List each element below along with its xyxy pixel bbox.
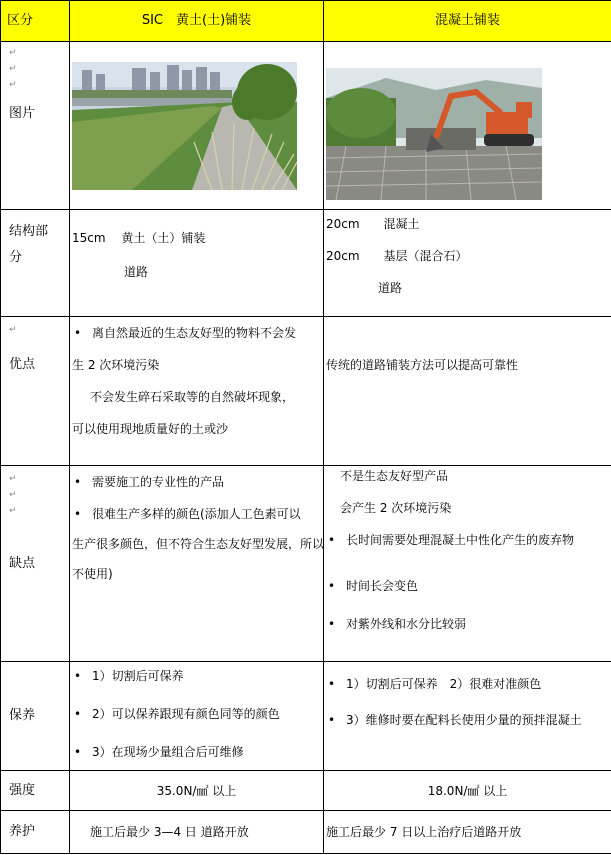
row-label-cons: ↵ ↵ ↵ 缺点 <box>1 466 70 662</box>
concrete-pros-cell: 传统的道路铺装方法可以提高可靠性 <box>324 317 611 466</box>
concrete-strength-value: 18.0N/㎟ 以上 <box>324 771 611 811</box>
row-label-maintenance: 保养 <box>1 662 70 771</box>
row-label-curing: 养护 <box>1 811 70 854</box>
paragraph-mark: ↵ <box>9 490 17 500</box>
sic-strength-value: 35.0N/㎟ 以上 <box>70 771 324 811</box>
sic-path-photo-cell <box>70 42 324 210</box>
paragraph-mark: ↵ <box>9 506 17 516</box>
sic-pros-cell: • 离自然最近的生态友好型的物料不会发 生 2 次环境污染 不会发生碎石采取等的自然破坏现象， 可以使用现地质量好的土或沙 <box>70 317 324 466</box>
concrete-maintenance-cell: • 1）切割后可保养 2）很难对准颜色 • 3）维修时要在配料长使用少量的预拌混凝土 <box>324 662 611 771</box>
concrete-excavator-photo-cell <box>324 42 611 210</box>
paragraph-mark: ↵ <box>9 325 17 335</box>
paragraph-mark: ↵ <box>9 80 17 90</box>
sic-cons-cell: • 需要施工的专业性的产品 • 很难生产多样的颜色(添加人工色素可以 生产很多颜色，但不符合生态友好型发展，所以 不使用) <box>70 466 324 662</box>
row-label-structure: 结构部 分 <box>1 210 70 317</box>
concrete-cons-cell: 不是生态友好型产品 会产生 2 次环境污染 • 长时间需要处理混凝土中性化产生的废弃物 • 时间长会变色 • 对紫外线和水分比较弱 <box>324 466 611 662</box>
sic-path-photo <box>72 62 297 190</box>
paragraph-mark: ↵ <box>9 474 17 484</box>
header-category: 区分 <box>1 1 70 42</box>
concrete-structure-cell: 20cm 混凝土 20cm 基层（混合石） 道路 <box>324 210 611 317</box>
row-label-picture: ↵ ↵ ↵ 图片 <box>1 42 70 210</box>
sic-curing-value: 施工后最少 3—4 日 道路开放 <box>70 811 324 854</box>
row-label-strength: 强度 <box>1 771 70 811</box>
paragraph-mark: ↵ <box>9 64 17 74</box>
row-label-pros: ↵ 优点 <box>1 317 70 466</box>
header-sic-paving: SIC 黄土(土)铺装 <box>70 1 324 42</box>
header-concrete-paving: 混凝土铺装 <box>324 1 611 42</box>
concrete-curing-value: 施工后最少 7 日以上治疗后道路开放 <box>324 811 611 854</box>
paragraph-mark: ↵ <box>9 48 17 58</box>
sic-maintenance-cell: • 1）切割后可保养 • 2）可以保养跟现有颜色同等的颜色 • 3）在现场少量组合后可维修 <box>70 662 324 771</box>
sic-structure-cell: 15cm 黄土（土）铺装 道路 <box>70 210 324 317</box>
concrete-excavator-photo <box>326 68 542 200</box>
